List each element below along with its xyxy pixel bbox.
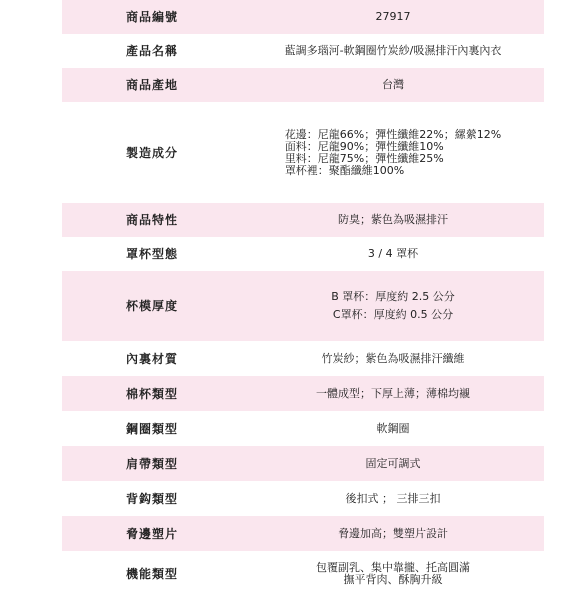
- spec-row: [62, 516, 544, 551]
- spec-label: 內裏材質: [62, 341, 242, 376]
- spec-value-line: 包覆副乳、集中靠攏、托高圓滿: [316, 560, 470, 574]
- spec-value-text: [242, 493, 544, 505]
- spec-value: [242, 0, 544, 34]
- spec-value-text: [285, 129, 501, 177]
- spec-value-line: 藍調多瑙河-軟鋼圈竹炭紗/吸濕排汗內裏內衣: [284, 44, 502, 57]
- spec-value-line: 撫平背肉、酥胸升級: [343, 572, 443, 586]
- spec-value-text: [242, 528, 544, 540]
- spec-row: [62, 376, 544, 411]
- spec-row: [62, 237, 544, 271]
- product-spec-table: [62, 0, 544, 596]
- spec-table-body: [62, 0, 544, 596]
- spec-label: 商品編號: [62, 0, 242, 34]
- spec-row: [62, 551, 544, 596]
- spec-value-text: [242, 248, 544, 260]
- spec-value-line: 罩杯裡：聚酯纖維100%: [284, 163, 405, 177]
- spec-row: [62, 0, 544, 34]
- spec-label: 鋼圈類型: [62, 411, 242, 446]
- spec-value: [242, 34, 544, 68]
- spec-row: [62, 203, 544, 237]
- spec-value-line: 固定可調式: [365, 456, 421, 470]
- spec-value-text: [242, 291, 544, 321]
- spec-value-line: 脅邊加高；雙塑片設計: [338, 526, 448, 540]
- spec-value: [242, 446, 544, 481]
- spec-value-line: 防臭；紫色為吸濕排汗: [338, 213, 448, 226]
- spec-label: 產品名稱: [62, 34, 242, 68]
- spec-value: [242, 102, 544, 203]
- spec-value-text: [242, 11, 544, 23]
- spec-value: [242, 551, 544, 596]
- spec-value-text: [242, 423, 544, 435]
- spec-value-line: C罩杯：厚度約 0.5 公分: [332, 308, 454, 321]
- spec-value-line: 花邊：尼龍66%；彈性纖維22%；縲縈12%: [284, 127, 502, 141]
- spec-row: [62, 102, 544, 203]
- spec-label: 肩帶類型: [62, 446, 242, 481]
- spec-row: [62, 341, 544, 376]
- spec-label: 商品產地: [62, 68, 242, 102]
- spec-value: [242, 516, 544, 551]
- spec-row: [62, 411, 544, 446]
- spec-label: 機能類型: [62, 551, 242, 596]
- spec-value-text: [242, 45, 544, 57]
- spec-value: [242, 411, 544, 446]
- spec-value-text: [242, 388, 544, 400]
- spec-value: [242, 341, 544, 376]
- spec-value-text: [242, 214, 544, 226]
- spec-row: [62, 481, 544, 516]
- spec-value: [242, 376, 544, 411]
- spec-value-line: 里料：尼龍75%；彈性纖維25%: [284, 151, 444, 165]
- spec-value-line: 3 / 4 罩杯: [367, 247, 419, 260]
- spec-value-line: 一體成型；下厚上薄；薄棉均襯: [316, 386, 470, 400]
- spec-value-line: B 罩杯：厚度約 2.5 公分: [331, 290, 455, 303]
- spec-value-line: 27917: [375, 10, 411, 23]
- spec-label: 罩杯型態: [62, 237, 242, 271]
- spec-value: [242, 203, 544, 237]
- spec-label: 棉杯類型: [62, 376, 242, 411]
- spec-value-text: [242, 79, 544, 91]
- spec-value-line: 後扣式 ； 三排三扣: [345, 491, 441, 505]
- spec-value-line: 軟鋼圈: [376, 421, 410, 435]
- spec-row: [62, 446, 544, 481]
- spec-value-line: 台灣: [382, 78, 404, 91]
- spec-label: 製造成分: [62, 102, 242, 203]
- spec-value: [242, 481, 544, 516]
- spec-label: 杯模厚度: [62, 271, 242, 341]
- spec-label: 背鈎類型: [62, 481, 242, 516]
- spec-row: [62, 271, 544, 341]
- spec-label: 脅邊塑片: [62, 516, 242, 551]
- spec-value: [242, 68, 544, 102]
- spec-value: [242, 271, 544, 341]
- spec-value-text: [242, 353, 544, 365]
- spec-row: [62, 34, 544, 68]
- spec-value-text: [242, 562, 544, 586]
- spec-value-line: 面料：尼龍90%；彈性纖維10%: [284, 139, 444, 153]
- spec-value-text: [242, 458, 544, 470]
- spec-value: [242, 237, 544, 271]
- spec-row: [62, 68, 544, 102]
- spec-label: 商品特性: [62, 203, 242, 237]
- spec-value-line: 竹炭紗；紫色為吸濕排汗纖維: [321, 351, 465, 365]
